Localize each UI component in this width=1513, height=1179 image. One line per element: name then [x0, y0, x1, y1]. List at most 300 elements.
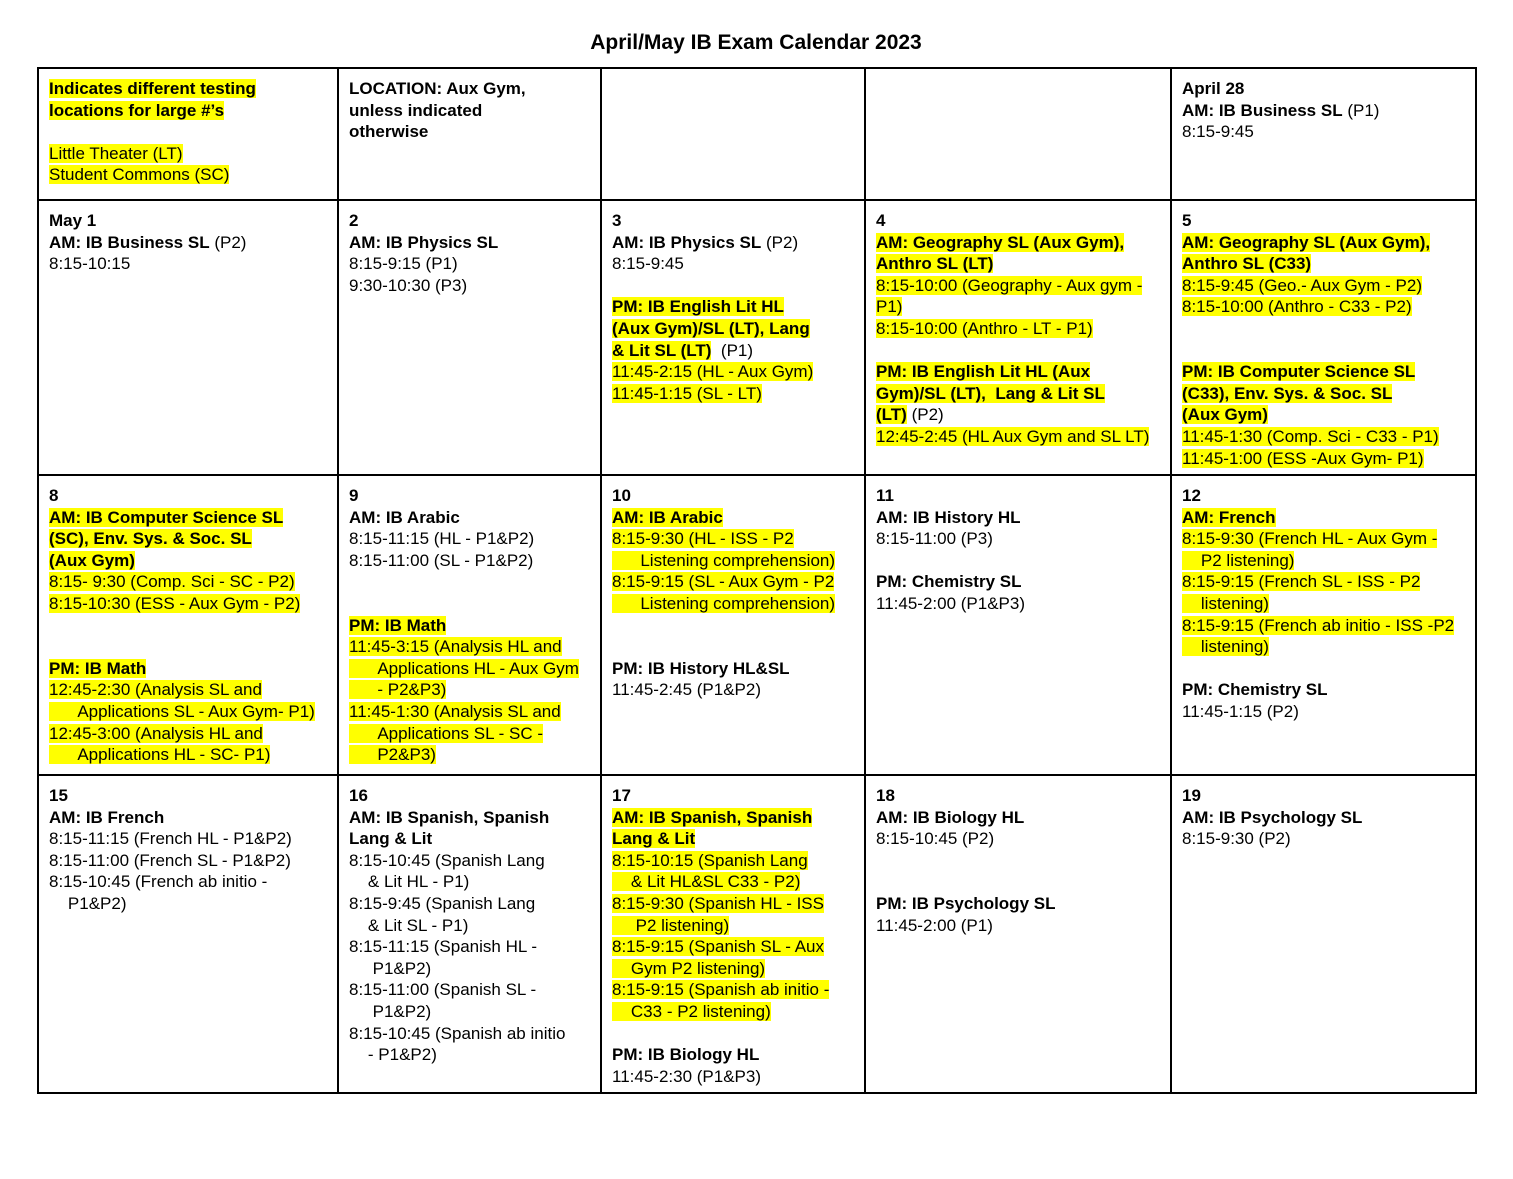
calendar-line — [349, 636, 592, 658]
calendar-line — [349, 958, 592, 980]
calendar-line — [1182, 828, 1467, 850]
calendar-line — [49, 210, 329, 232]
calendar-line — [1182, 550, 1467, 572]
calendar-line — [1182, 448, 1467, 470]
day-number: 19 — [1182, 786, 1201, 805]
highlighted-text: P1) — [876, 297, 903, 317]
calendar-line — [612, 658, 856, 680]
highlighted-text: AM: IB Arabic — [612, 507, 723, 527]
highlighted-text: Anthro SL (C33) — [1182, 254, 1312, 274]
calendar-line — [876, 210, 1162, 232]
day-cell-may-3 — [601, 200, 865, 475]
blank-line — [612, 275, 856, 297]
highlighted-text: Gym)/SL (LT), Lang & Lit SL — [876, 383, 1105, 403]
calendar-line — [349, 915, 592, 937]
calendar-line — [349, 232, 592, 254]
text: LOCATION: Aux Gym, — [349, 79, 526, 98]
calendar-line — [349, 78, 592, 100]
text: 8:15-11:15 (French HL - P1&P2) — [49, 829, 292, 849]
highlighted-text: Little Theater (LT) — [49, 143, 183, 163]
highlighted-text: 12:45-3:00 (Analysis HL and — [49, 723, 263, 743]
location-note-cell — [338, 68, 601, 200]
calendar-line — [1182, 232, 1467, 254]
highlighted-text: PM: IB Math — [49, 658, 147, 678]
calendar-line — [349, 121, 592, 143]
day-number: 2 — [349, 211, 359, 230]
calendar-line — [349, 100, 592, 122]
empty-cell — [601, 68, 865, 200]
text: 8:15-10:45 (Spanish Lang — [349, 850, 545, 870]
calendar-line — [49, 232, 329, 254]
calendar-line — [49, 850, 329, 872]
calendar-line — [876, 828, 1162, 850]
calendar-line — [349, 850, 592, 872]
calendar-line — [876, 785, 1162, 807]
highlighted-text: (C33), Env. Sys. & Soc. SL — [1182, 383, 1393, 403]
text: AM: IB History HL — [876, 507, 1021, 527]
highlighted-text: listening) — [1182, 593, 1269, 613]
highlighted-text: listening) — [1182, 637, 1269, 657]
calendar-line — [49, 100, 329, 122]
highlighted-text: Indicates different testing — [49, 79, 256, 98]
text: 8:15-10:45 (P2) — [876, 829, 995, 849]
text: 8:15-11:00 (French SL - P1&P2) — [49, 850, 291, 870]
highlighted-text: 8:15-9:30 (Spanish HL - ISS — [612, 893, 824, 913]
calendar-table — [37, 67, 1477, 1094]
calendar-line — [612, 915, 856, 937]
calendar-line — [349, 936, 592, 958]
highlighted-text: 8:15-9:30 (French HL - Aux Gym - — [1182, 529, 1438, 549]
day-number: 18 — [876, 786, 895, 805]
highlighted-text: 8:15-10:00 (Geography - Aux gym - — [876, 275, 1143, 295]
highlighted-text: P2&P3) — [349, 745, 436, 765]
calendar-line — [612, 232, 856, 254]
calendar-line — [1182, 679, 1467, 701]
highlighted-text: 8:15-9:15 (Spanish SL - Aux — [612, 937, 825, 957]
text: PM: IB History HL&SL — [612, 658, 790, 678]
calendar-line — [612, 1044, 856, 1066]
day-cell-may-18 — [865, 775, 1171, 1093]
legend-cell — [38, 68, 338, 200]
text: - P1&P2) — [349, 1045, 437, 1065]
calendar-line — [612, 210, 856, 232]
day-cell-may-15 — [38, 775, 338, 1093]
highlighted-text: (LT) — [876, 405, 907, 425]
calendar-line — [876, 807, 1162, 829]
highlighted-text: AM: Geography SL (Aux Gym), — [1182, 232, 1431, 252]
blank-line — [49, 121, 329, 143]
calendar-line — [612, 936, 856, 958]
calendar-line — [612, 979, 856, 1001]
text: 8:15-11:15 (HL - P1&P2) — [349, 529, 535, 549]
calendar-line — [612, 528, 856, 550]
calendar-line — [612, 571, 856, 593]
calendar-line — [612, 807, 856, 829]
blank-line — [876, 850, 1162, 872]
text: P1&P2) — [349, 1001, 432, 1021]
highlighted-text: 8:15-10:15 (Spanish Lang — [612, 850, 808, 870]
calendar-line — [876, 507, 1162, 529]
highlighted-text: (Aux Gym) — [49, 550, 135, 570]
calendar-line — [349, 744, 592, 766]
highlighted-text: locations for large #’s — [49, 100, 225, 120]
day-number: 12 — [1182, 486, 1201, 505]
calendar-line — [349, 1023, 592, 1045]
day-number: 3 — [612, 211, 622, 230]
day-cell-may-9 — [338, 475, 601, 775]
day-cell-may-17 — [601, 775, 865, 1093]
calendar-line — [612, 253, 856, 275]
blank-line — [876, 871, 1162, 893]
day-cell-may-12 — [1171, 475, 1476, 775]
highlighted-text: Applications HL - Aux Gym — [349, 658, 579, 678]
highlighted-text: Applications HL - SC- P1) — [49, 745, 271, 765]
text: AM: IB Spanish, Spanish — [349, 807, 550, 827]
text: 8:15-10:45 (French ab initio - — [49, 872, 268, 892]
highlighted-text: & Lit SL (LT) — [612, 340, 712, 360]
calendar-line — [612, 1001, 856, 1023]
calendar-line — [49, 164, 329, 186]
text: AM: IB Biology HL — [876, 807, 1025, 827]
highlighted-text: AM: Geography SL (Aux Gym), — [876, 232, 1125, 252]
highlighted-text: 11:45-2:15 (HL - Aux Gym) — [612, 362, 814, 382]
blank-line — [49, 615, 329, 637]
calendar-line — [49, 253, 329, 275]
text: (P2) — [906, 405, 944, 425]
highlighted-text: Applications SL - Aux Gym- P1) — [49, 701, 315, 721]
blank-line — [612, 636, 856, 658]
blank-line — [349, 593, 592, 615]
day-cell-may-16 — [338, 775, 601, 1093]
text: 11:45-2:00 (P1) — [876, 915, 993, 935]
calendar-line — [612, 507, 856, 529]
calendar-line — [1182, 593, 1467, 615]
highlighted-text: Applications SL - SC - — [349, 723, 544, 743]
text: 8:15-9:45 — [612, 254, 684, 274]
highlighted-text: 8:15-10:30 (ESS - Aux Gym - P2) — [49, 593, 301, 613]
text: 8:15-11:00 (Spanish SL - — [349, 980, 537, 1000]
calendar-line — [612, 593, 856, 615]
calendar-line — [1182, 507, 1467, 529]
day-number: 16 — [349, 786, 368, 805]
highlighted-text: 11:45-1:15 (SL - LT) — [612, 383, 762, 403]
calendar-line — [612, 485, 856, 507]
text: 8:15-9:30 (P2) — [1182, 829, 1291, 849]
highlighted-text: 12:45-2:30 (Analysis SL and — [49, 680, 262, 700]
highlighted-text: 11:45-1:30 (Analysis SL and — [349, 701, 561, 721]
day-number: 5 — [1182, 211, 1192, 230]
day-number: 15 — [49, 786, 68, 805]
blank-line — [876, 340, 1162, 362]
highlighted-text: Student Commons (SC) — [49, 165, 230, 185]
text: AM: IB Arabic — [349, 507, 460, 527]
calendar-line — [876, 528, 1162, 550]
calendar-line — [1182, 78, 1467, 100]
calendar-line — [49, 143, 329, 165]
calendar-line — [349, 528, 592, 550]
text: unless indicated — [349, 100, 483, 120]
calendar-line — [1182, 253, 1467, 275]
text: & Lit HL - P1) — [349, 872, 470, 892]
calendar-line — [612, 383, 856, 405]
text: AM: IB French — [49, 807, 165, 827]
highlighted-text: 8:15-10:00 (Anthro - C33 - P2) — [1182, 297, 1412, 317]
calendar-week-row — [38, 775, 1476, 1093]
calendar-line — [49, 807, 329, 829]
day-number: 8 — [49, 486, 59, 505]
highlighted-text: AM: French — [1182, 507, 1276, 527]
calendar-line — [612, 296, 856, 318]
calendar-line — [1182, 615, 1467, 637]
day-cell-may-5 — [1171, 200, 1476, 475]
day-cell-may-1 — [38, 200, 338, 475]
day-cell-may-2 — [338, 200, 601, 475]
highlighted-text: Listening comprehension) — [612, 550, 836, 570]
calendar-line — [49, 744, 329, 766]
highlighted-text: AM: IB Spanish, Spanish — [612, 807, 813, 827]
text: 11:45-2:30 (P1&P3) — [612, 1066, 761, 1086]
calendar-line — [612, 850, 856, 872]
highlighted-text: 12:45-2:45 (HL Aux Gym and SL LT) — [876, 426, 1150, 446]
calendar-line — [612, 958, 856, 980]
calendar-line — [612, 893, 856, 915]
highlighted-text: PM: IB Computer Science SL — [1182, 362, 1416, 382]
calendar-line — [49, 679, 329, 701]
calendar-line — [49, 723, 329, 745]
highlighted-text: PM: IB English Lit HL (Aux — [876, 362, 1091, 382]
calendar-line — [49, 785, 329, 807]
highlighted-text: 8:15-9:15 (SL - Aux Gym - P2 — [612, 572, 835, 592]
calendar-line — [876, 893, 1162, 915]
blank-line — [1182, 318, 1467, 340]
calendar-line — [612, 679, 856, 701]
day-number: May 1 — [49, 211, 97, 230]
calendar-line — [349, 679, 592, 701]
calendar-line — [1182, 701, 1467, 723]
text: PM: IB Psychology SL — [876, 893, 1056, 913]
text: (P2) — [209, 232, 247, 252]
text: P1&P2) — [349, 958, 432, 978]
text: P1&P2) — [49, 893, 127, 913]
day-number: 4 — [876, 211, 886, 230]
calendar-line — [1182, 785, 1467, 807]
text: 8:15-11:00 (SL - P1&P2) — [349, 550, 534, 570]
calendar-week-row — [38, 475, 1476, 775]
highlighted-text: 8:15-9:15 (French ab initio - ISS -P2 — [1182, 615, 1455, 635]
day-cell-may-10 — [601, 475, 865, 775]
text: 8:15-11:00 (P3) — [876, 529, 993, 549]
empty-cell — [865, 68, 1171, 200]
calendar-line — [349, 701, 592, 723]
calendar-line — [876, 318, 1162, 340]
calendar-line — [349, 828, 592, 850]
highlighted-text: 11:45-1:30 (Comp. Sci - C33 - P1) — [1182, 426, 1439, 446]
text: (P1) — [711, 340, 754, 360]
calendar-line — [349, 658, 592, 680]
text: 8:15-10:15 — [49, 254, 131, 274]
text: AM: IB Business SL — [1182, 100, 1343, 120]
text: 8:15-9:45 (Spanish Lang — [349, 893, 536, 913]
text: AM: IB Physics SL — [612, 232, 762, 252]
calendar-line — [49, 550, 329, 572]
calendar-line — [1182, 528, 1467, 550]
day-cell-may-11 — [865, 475, 1171, 775]
blank-line — [876, 550, 1162, 572]
calendar-line — [49, 78, 329, 100]
text: PM: Chemistry SL — [1182, 680, 1328, 700]
highlighted-text: - P2&P3) — [349, 680, 447, 700]
calendar-line — [876, 593, 1162, 615]
calendar-line — [612, 550, 856, 572]
text: (P1) — [1342, 100, 1380, 120]
calendar-line — [349, 807, 592, 829]
calendar-line — [1182, 296, 1467, 318]
calendar-line — [349, 1044, 592, 1066]
calendar-line — [1182, 571, 1467, 593]
day-number: 10 — [612, 486, 631, 505]
calendar-line — [49, 871, 329, 893]
day-cell-may-8 — [38, 475, 338, 775]
highlighted-text: P2 listening) — [612, 915, 730, 935]
calendar-line — [49, 701, 329, 723]
calendar-line — [1182, 275, 1467, 297]
calendar-line — [349, 210, 592, 232]
text: 8:15-9:15 (P1) — [349, 254, 458, 274]
calendar-line — [349, 615, 592, 637]
calendar-line — [349, 785, 592, 807]
highlighted-text: 8:15-10:00 (Anthro - LT - P1) — [876, 318, 1093, 338]
highlighted-text: & Lit HL&SL C33 - P2) — [612, 872, 801, 892]
calendar-line — [49, 893, 329, 915]
calendar-line — [876, 383, 1162, 405]
text: 8:15-9:45 — [1182, 122, 1254, 142]
text: & Lit SL - P1) — [349, 915, 469, 935]
highlighted-text: (Aux Gym)/SL (LT), Lang — [612, 318, 810, 338]
blank-line — [1182, 658, 1467, 680]
text: PM: Chemistry SL — [876, 572, 1022, 592]
blank-line — [612, 615, 856, 637]
text: 8:15-10:45 (Spanish ab initio — [349, 1023, 566, 1043]
calendar-line — [876, 232, 1162, 254]
calendar-line — [1182, 426, 1467, 448]
calendar-line — [49, 528, 329, 550]
calendar-line — [612, 1066, 856, 1088]
day-cell-may-4 — [865, 200, 1171, 475]
text: 8:15-11:15 (Spanish HL - — [349, 937, 538, 957]
text: 11:45-2:00 (P1&P3) — [876, 593, 1025, 613]
calendar-line — [612, 361, 856, 383]
calendar-line — [49, 507, 329, 529]
calendar-week-row — [38, 200, 1476, 475]
calendar-line — [49, 828, 329, 850]
highlighted-text: P2 listening) — [1182, 550, 1295, 570]
calendar-line — [876, 361, 1162, 383]
text: AM: IB Physics SL — [349, 232, 499, 252]
highlighted-text: C33 - P2 listening) — [612, 1001, 771, 1021]
highlighted-text: (Aux Gym) — [1182, 405, 1268, 425]
calendar-line — [612, 828, 856, 850]
calendar-line — [1182, 210, 1467, 232]
calendar-line — [876, 915, 1162, 937]
calendar-line — [876, 404, 1162, 426]
calendar-line — [1182, 100, 1467, 122]
highlighted-text: (SC), Env. Sys. & Soc. SL — [49, 529, 252, 549]
highlighted-text: PM: IB Math — [349, 615, 447, 635]
text: (P2) — [761, 232, 799, 252]
calendar-line — [49, 485, 329, 507]
calendar-line — [1182, 636, 1467, 658]
calendar-line — [612, 785, 856, 807]
highlighted-text: 8:15-9:15 (French SL - ISS - P2 — [1182, 572, 1421, 592]
text: 11:45-1:15 (P2) — [1182, 701, 1299, 721]
calendar-line — [1182, 383, 1467, 405]
text: otherwise — [349, 122, 429, 142]
highlighted-text: 8:15-9:15 (Spanish ab initio - — [612, 980, 830, 1000]
text: AM: IB Psychology SL — [1182, 807, 1363, 827]
calendar-line — [612, 871, 856, 893]
calendar-line — [1182, 121, 1467, 143]
calendar-line — [349, 723, 592, 745]
page-title: April/May IB Exam Calendar 2023 — [590, 31, 922, 54]
calendar-line — [49, 593, 329, 615]
highlighted-text: Gym P2 listening) — [612, 958, 766, 978]
highlighted-text: 11:45-1:00 (ESS -Aux Gym- P1) — [1182, 448, 1424, 468]
blank-line — [349, 571, 592, 593]
calendar-line — [349, 1001, 592, 1023]
calendar-line — [349, 507, 592, 529]
calendar-line — [49, 658, 329, 680]
calendar-line — [876, 485, 1162, 507]
calendar-line — [349, 550, 592, 572]
calendar-line — [349, 275, 592, 297]
calendar-line — [612, 318, 856, 340]
blank-line — [1182, 340, 1467, 362]
calendar-week-row — [38, 68, 1476, 200]
day-cell-may-19 — [1171, 775, 1476, 1093]
calendar-line — [876, 253, 1162, 275]
text: AM: IB Business SL — [49, 232, 210, 252]
calendar-line — [349, 485, 592, 507]
highlighted-text: Anthro SL (LT) — [876, 254, 994, 274]
calendar-line — [349, 979, 592, 1001]
calendar-line — [876, 296, 1162, 318]
blank-line — [612, 1023, 856, 1045]
day-number: 11 — [876, 486, 894, 505]
day-cell-april-28 — [1171, 68, 1476, 200]
highlighted-text: Lang & Lit — [612, 829, 696, 849]
highlighted-text: PM: IB English Lit HL — [612, 297, 784, 317]
calendar-line — [1182, 361, 1467, 383]
highlighted-text: AM: IB Computer Science SL — [49, 507, 284, 527]
highlighted-text: 8:15-9:45 (Geo.- Aux Gym - P2) — [1182, 275, 1422, 295]
calendar-line — [349, 253, 592, 275]
highlighted-text: 8:15- 9:30 (Comp. Sci - SC - P2) — [49, 572, 295, 592]
text: Lang & Lit — [349, 829, 433, 849]
calendar-line — [1182, 485, 1467, 507]
calendar-line — [349, 871, 592, 893]
calendar-line — [1182, 807, 1467, 829]
day-number: 9 — [349, 486, 359, 505]
text: 11:45-2:45 (P1&P2) — [612, 680, 761, 700]
day-number: April 28 — [1182, 79, 1245, 98]
calendar-body — [38, 68, 1476, 1093]
highlighted-text: 8:15-9:30 (HL - ISS - P2 — [612, 529, 794, 549]
calendar-line — [612, 340, 856, 362]
calendar-line — [876, 426, 1162, 448]
calendar-line — [1182, 404, 1467, 426]
highlighted-text: Listening comprehension) — [612, 593, 836, 613]
calendar-line — [876, 275, 1162, 297]
